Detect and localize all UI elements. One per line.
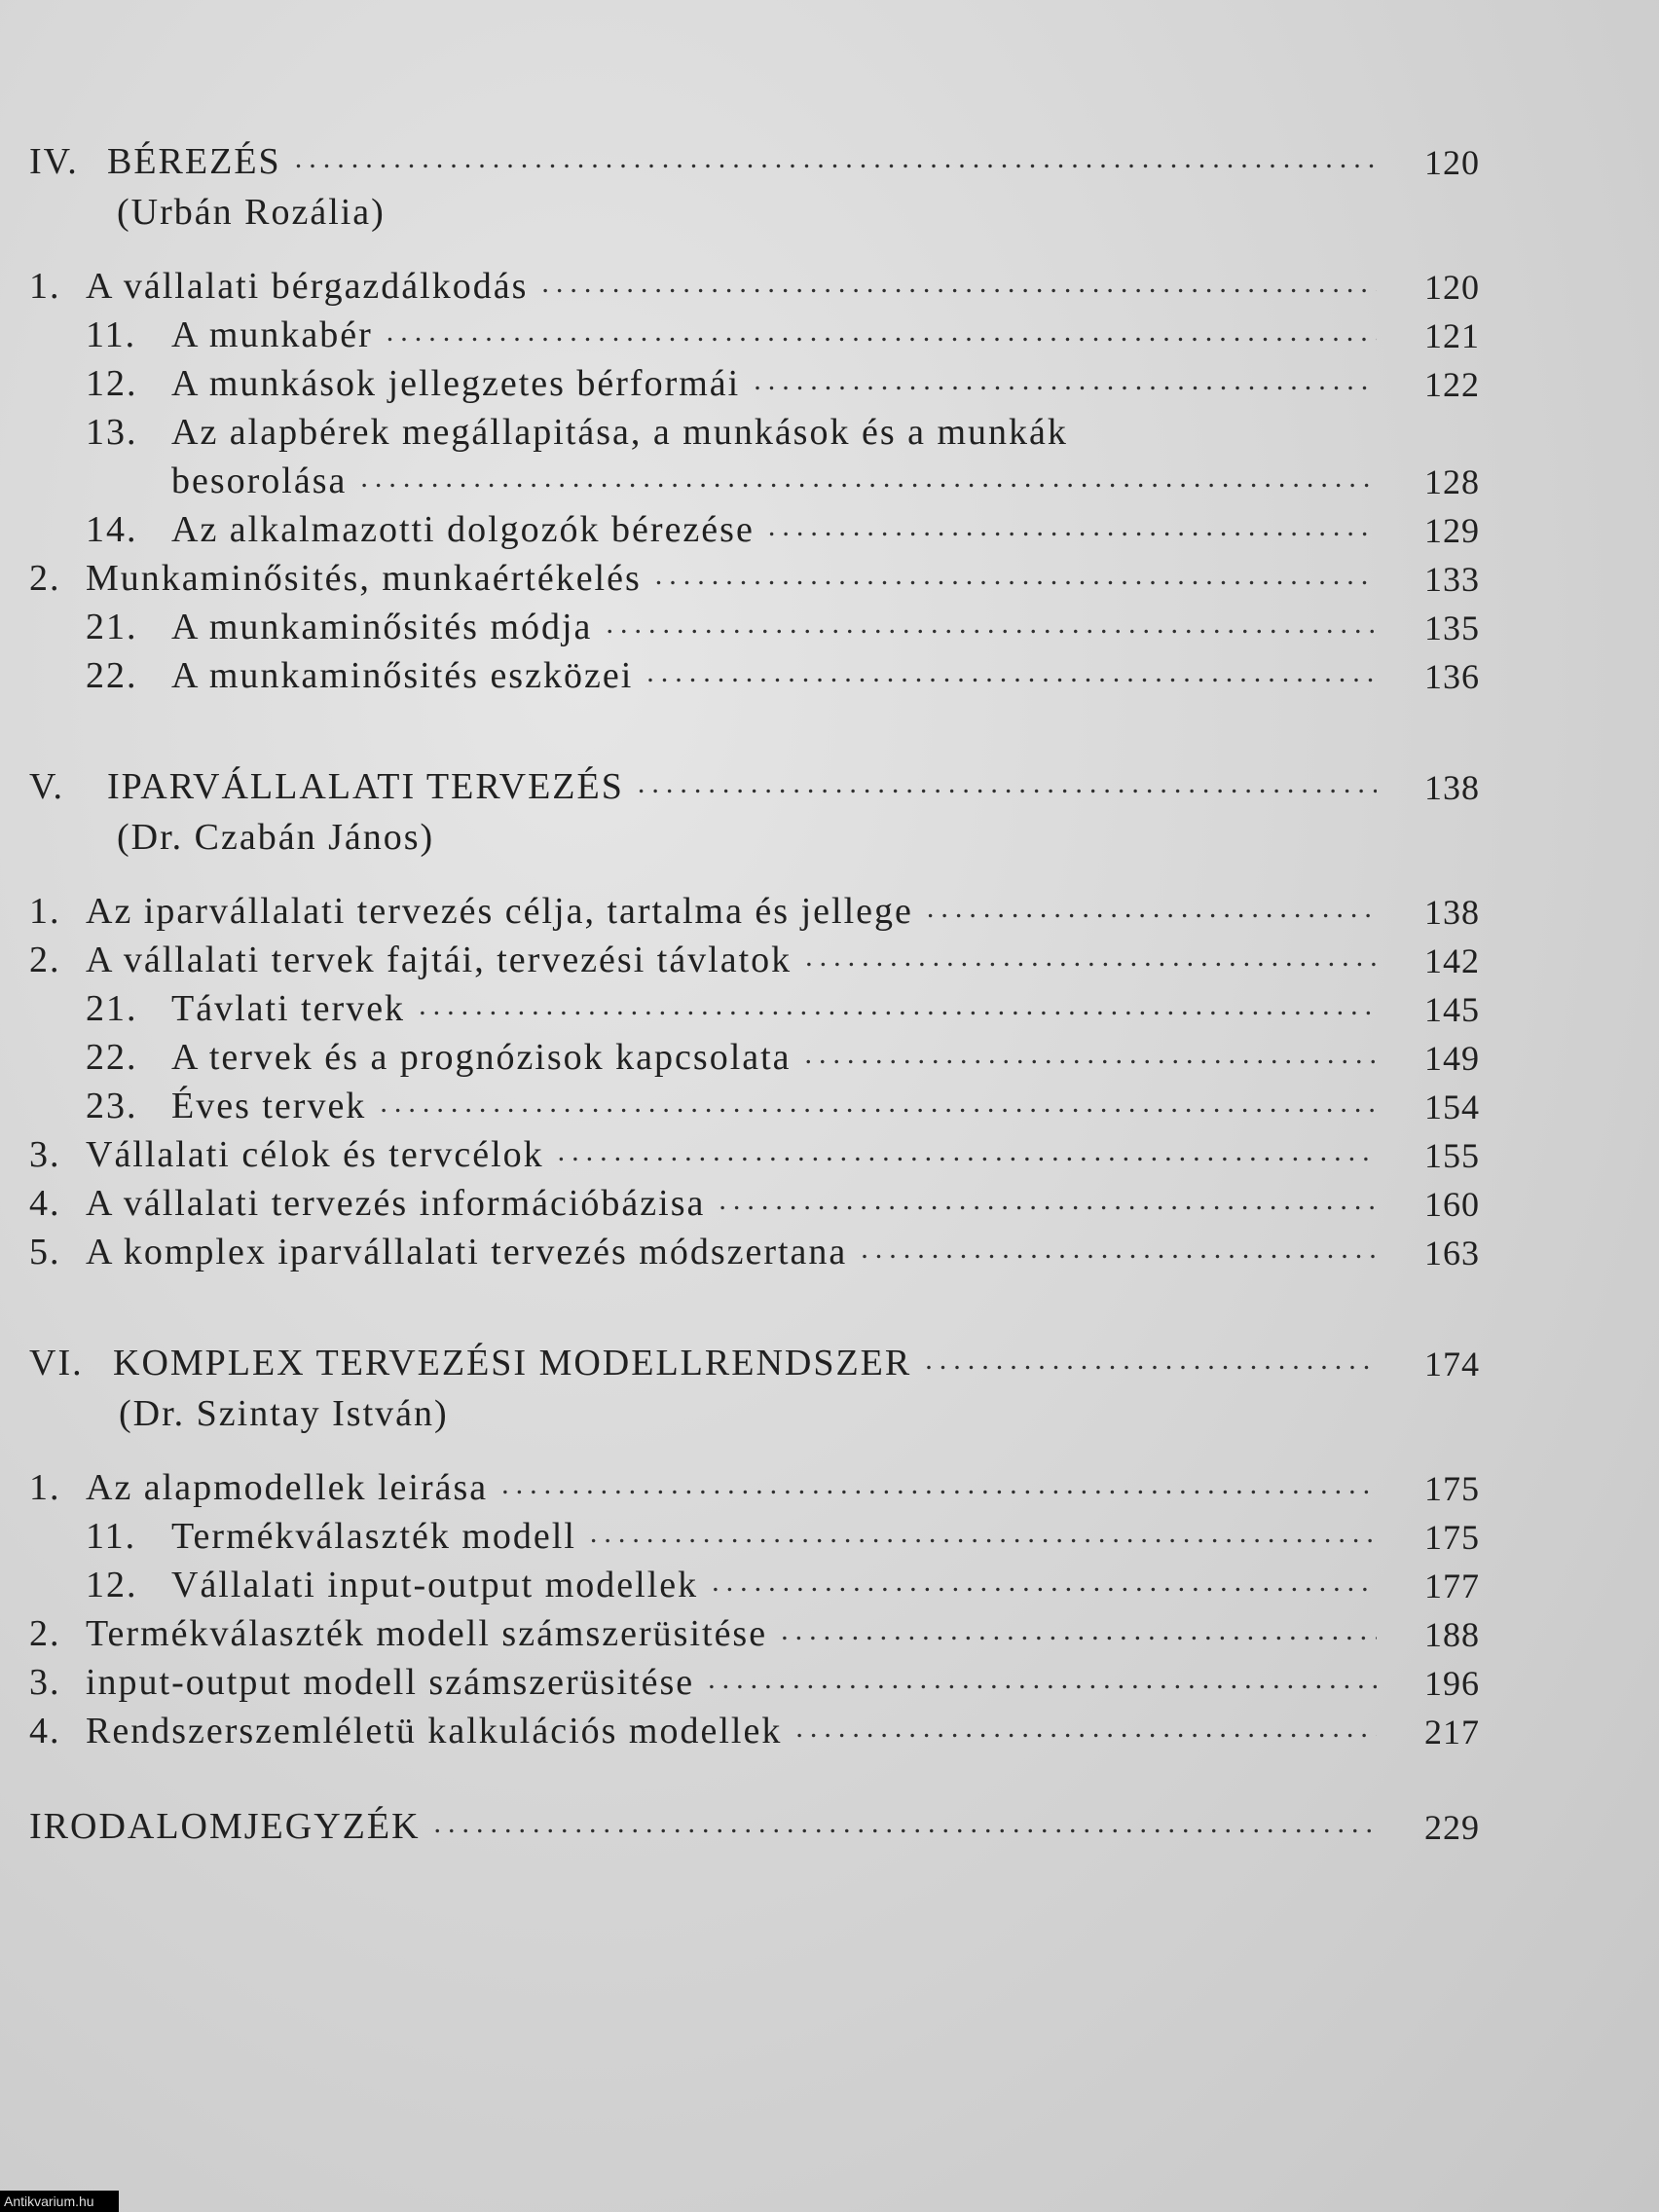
dot-leader <box>927 892 1377 925</box>
page-number: 129 <box>1424 511 1480 550</box>
dot-leader <box>781 1614 1377 1647</box>
toc-entry <box>29 1704 1480 1752</box>
entry-number: 3. <box>29 1662 61 1703</box>
entry-title: A munkabér <box>171 314 373 355</box>
toc-entry <box>29 1176 1480 1225</box>
entry-number: 2. <box>29 558 61 599</box>
page-number: 138 <box>1424 768 1480 807</box>
toc-entry <box>29 1225 1480 1273</box>
entry-number: 4. <box>29 1183 61 1224</box>
entry-number: 12. <box>86 363 138 404</box>
chapter-title: BÉREZÉS <box>107 141 281 182</box>
entry-title: input-output modell számszerüsitése <box>86 1662 695 1703</box>
dot-leader <box>655 559 1377 592</box>
entry-number: 13. <box>86 412 138 453</box>
chapter-number: IV. <box>29 141 79 182</box>
page-number: 133 <box>1424 560 1480 599</box>
page-number: 177 <box>1424 1567 1480 1605</box>
dot-leader <box>558 1135 1377 1168</box>
bibliography-entry <box>29 1799 1480 1848</box>
dot-leader <box>646 656 1377 689</box>
page-number: 135 <box>1424 608 1480 647</box>
chapter-iv-author: (Urbán Rozália) <box>117 192 386 233</box>
entry-title: A vállalati tervezés információbázisa <box>86 1183 706 1224</box>
page-number: 136 <box>1424 657 1480 696</box>
toc-entry <box>29 308 1480 356</box>
dot-leader <box>501 1468 1377 1501</box>
entry-title: A vállalati tervek fajtái, tervezési távlatok <box>86 940 793 980</box>
toc-entry <box>29 259 1480 308</box>
entry-number: 5. <box>29 1232 61 1272</box>
chapter-v-heading <box>29 752 1480 808</box>
entry-number: 14. <box>86 509 138 550</box>
entry-title: A komplex iparvállalati tervezés módszertana <box>86 1232 848 1272</box>
toc-entry <box>29 600 1480 648</box>
page-number: 160 <box>1424 1185 1480 1224</box>
dot-leader <box>754 364 1377 397</box>
entry-title: Termékválaszték modell <box>171 1516 576 1557</box>
entry-title: Az alapbérek megállapitása, a munkások és a munkák <box>171 412 1068 453</box>
page-number: 120 <box>1424 268 1480 307</box>
bibliography-title: IRODALOMJEGYZÉK <box>29 1806 421 1847</box>
page-number: 155 <box>1424 1136 1480 1175</box>
dot-leader <box>387 315 1377 349</box>
entry-number: 1. <box>29 266 61 307</box>
page-number: 217 <box>1424 1713 1480 1751</box>
chapter-vi-author: (Dr. Szintay István) <box>119 1393 449 1434</box>
page-number: 122 <box>1424 365 1480 404</box>
dot-leader <box>925 1344 1377 1377</box>
page-number: 142 <box>1424 941 1480 980</box>
dot-leader <box>805 1038 1377 1071</box>
entry-number: 22. <box>86 1037 138 1078</box>
chapter-title: IPARVÁLLALATI TERVEZÉS <box>107 766 624 807</box>
toc-entry <box>29 1606 1480 1655</box>
entry-number: 21. <box>86 607 138 647</box>
entry-title: Éves tervek <box>171 1086 367 1126</box>
toc-entry <box>29 356 1480 405</box>
entry-number: 11. <box>86 314 137 355</box>
dot-leader <box>380 1087 1377 1120</box>
entry-title: A tervek és a prognózisok kapcsolata <box>171 1037 792 1078</box>
entry-title: Termékválaszték modell számszerüsitése <box>86 1613 768 1654</box>
page-number: 175 <box>1424 1469 1480 1508</box>
entry-title-continuation: besorolása <box>171 461 348 501</box>
watermark: Antikvarium.hu <box>0 2191 119 2212</box>
page-number: 188 <box>1424 1615 1480 1654</box>
dot-leader <box>805 940 1377 974</box>
dot-leader <box>434 1807 1377 1840</box>
dot-leader <box>708 1663 1377 1696</box>
toc-entry <box>29 648 1480 697</box>
dot-leader <box>638 767 1377 800</box>
entry-number: 1. <box>29 891 61 932</box>
dot-leader <box>719 1184 1377 1217</box>
dot-leader <box>795 1712 1377 1745</box>
entry-title: Az iparvállalati tervezés célja, tartalma és jellege <box>86 891 913 932</box>
page-number: 174 <box>1424 1345 1480 1383</box>
entry-number: 1. <box>29 1467 61 1508</box>
page-number: 120 <box>1424 143 1480 182</box>
entry-title: Az alapmodellek leirása <box>86 1467 489 1508</box>
entry-title: Vállalati input-output modellek <box>171 1565 699 1605</box>
toc-entry <box>29 1127 1480 1176</box>
dot-leader <box>419 989 1377 1022</box>
dot-leader <box>360 461 1377 495</box>
entry-title: Távlati tervek <box>171 988 406 1029</box>
page-number: 196 <box>1424 1664 1480 1703</box>
entry-title: A munkások jellegzetes bérformái <box>171 363 741 404</box>
entry-title: A munkaminősités módja <box>171 607 593 647</box>
entry-number: 22. <box>86 655 138 696</box>
entry-number: 11. <box>86 1516 137 1557</box>
entry-title: Rendszerszemléletü kalkulációs modellek <box>86 1711 783 1751</box>
page-number: 138 <box>1424 893 1480 932</box>
dot-leader <box>541 267 1377 300</box>
page-number: 145 <box>1424 990 1480 1029</box>
entry-title: Munkaminősités, munkaértékelés <box>86 558 642 599</box>
toc-entry <box>29 1460 1480 1509</box>
chapter-number: VI. <box>29 1343 84 1383</box>
entry-number: 21. <box>86 988 138 1029</box>
toc-entry <box>29 1079 1480 1127</box>
toc-entry <box>29 884 1480 933</box>
table-of-contents <box>29 127 1480 1848</box>
dot-leader <box>768 510 1377 543</box>
entry-number: 2. <box>29 940 61 980</box>
toc-entry-continuation <box>29 454 1480 502</box>
page-number: 229 <box>1424 1808 1480 1847</box>
toc-entry <box>29 502 1480 551</box>
entry-title: A vállalati bérgazdálkodás <box>86 266 529 307</box>
entry-number: 3. <box>29 1134 61 1175</box>
toc-entry <box>29 1655 1480 1704</box>
dot-leader <box>590 1517 1377 1550</box>
toc-entry <box>29 551 1480 600</box>
page-number: 121 <box>1424 316 1480 355</box>
page-number: 163 <box>1424 1234 1480 1272</box>
chapter-title: KOMPLEX TERVEZÉSI MODELLRENDSZER <box>113 1343 912 1383</box>
page-number: 149 <box>1424 1039 1480 1078</box>
dot-leader <box>606 608 1377 641</box>
toc-entry <box>29 933 1480 981</box>
page-number: 154 <box>1424 1088 1480 1126</box>
dot-leader <box>712 1566 1377 1599</box>
toc-entry <box>29 405 1480 454</box>
toc-entry <box>29 1030 1480 1079</box>
entry-title: A munkaminősités eszközei <box>171 655 634 696</box>
entry-number: 12. <box>86 1565 138 1605</box>
entry-number: 23. <box>86 1086 138 1126</box>
toc-entry <box>29 1558 1480 1606</box>
chapter-v-author: (Dr. Czabán János) <box>117 817 435 858</box>
dot-leader <box>861 1233 1377 1266</box>
entry-number: 2. <box>29 1613 61 1654</box>
page-number: 175 <box>1424 1518 1480 1557</box>
entry-number: 4. <box>29 1711 61 1751</box>
entry-title: Vállalati célok és tervcélok <box>86 1134 544 1175</box>
chapter-vi-heading <box>29 1328 1480 1384</box>
chapter-iv-heading <box>29 127 1480 183</box>
dot-leader <box>295 142 1377 175</box>
toc-entry <box>29 981 1480 1030</box>
toc-entry <box>29 1509 1480 1558</box>
chapter-number: V. <box>29 766 65 807</box>
page-number: 128 <box>1424 462 1480 501</box>
entry-title: Az alkalmazotti dolgozók bérezése <box>171 509 755 550</box>
